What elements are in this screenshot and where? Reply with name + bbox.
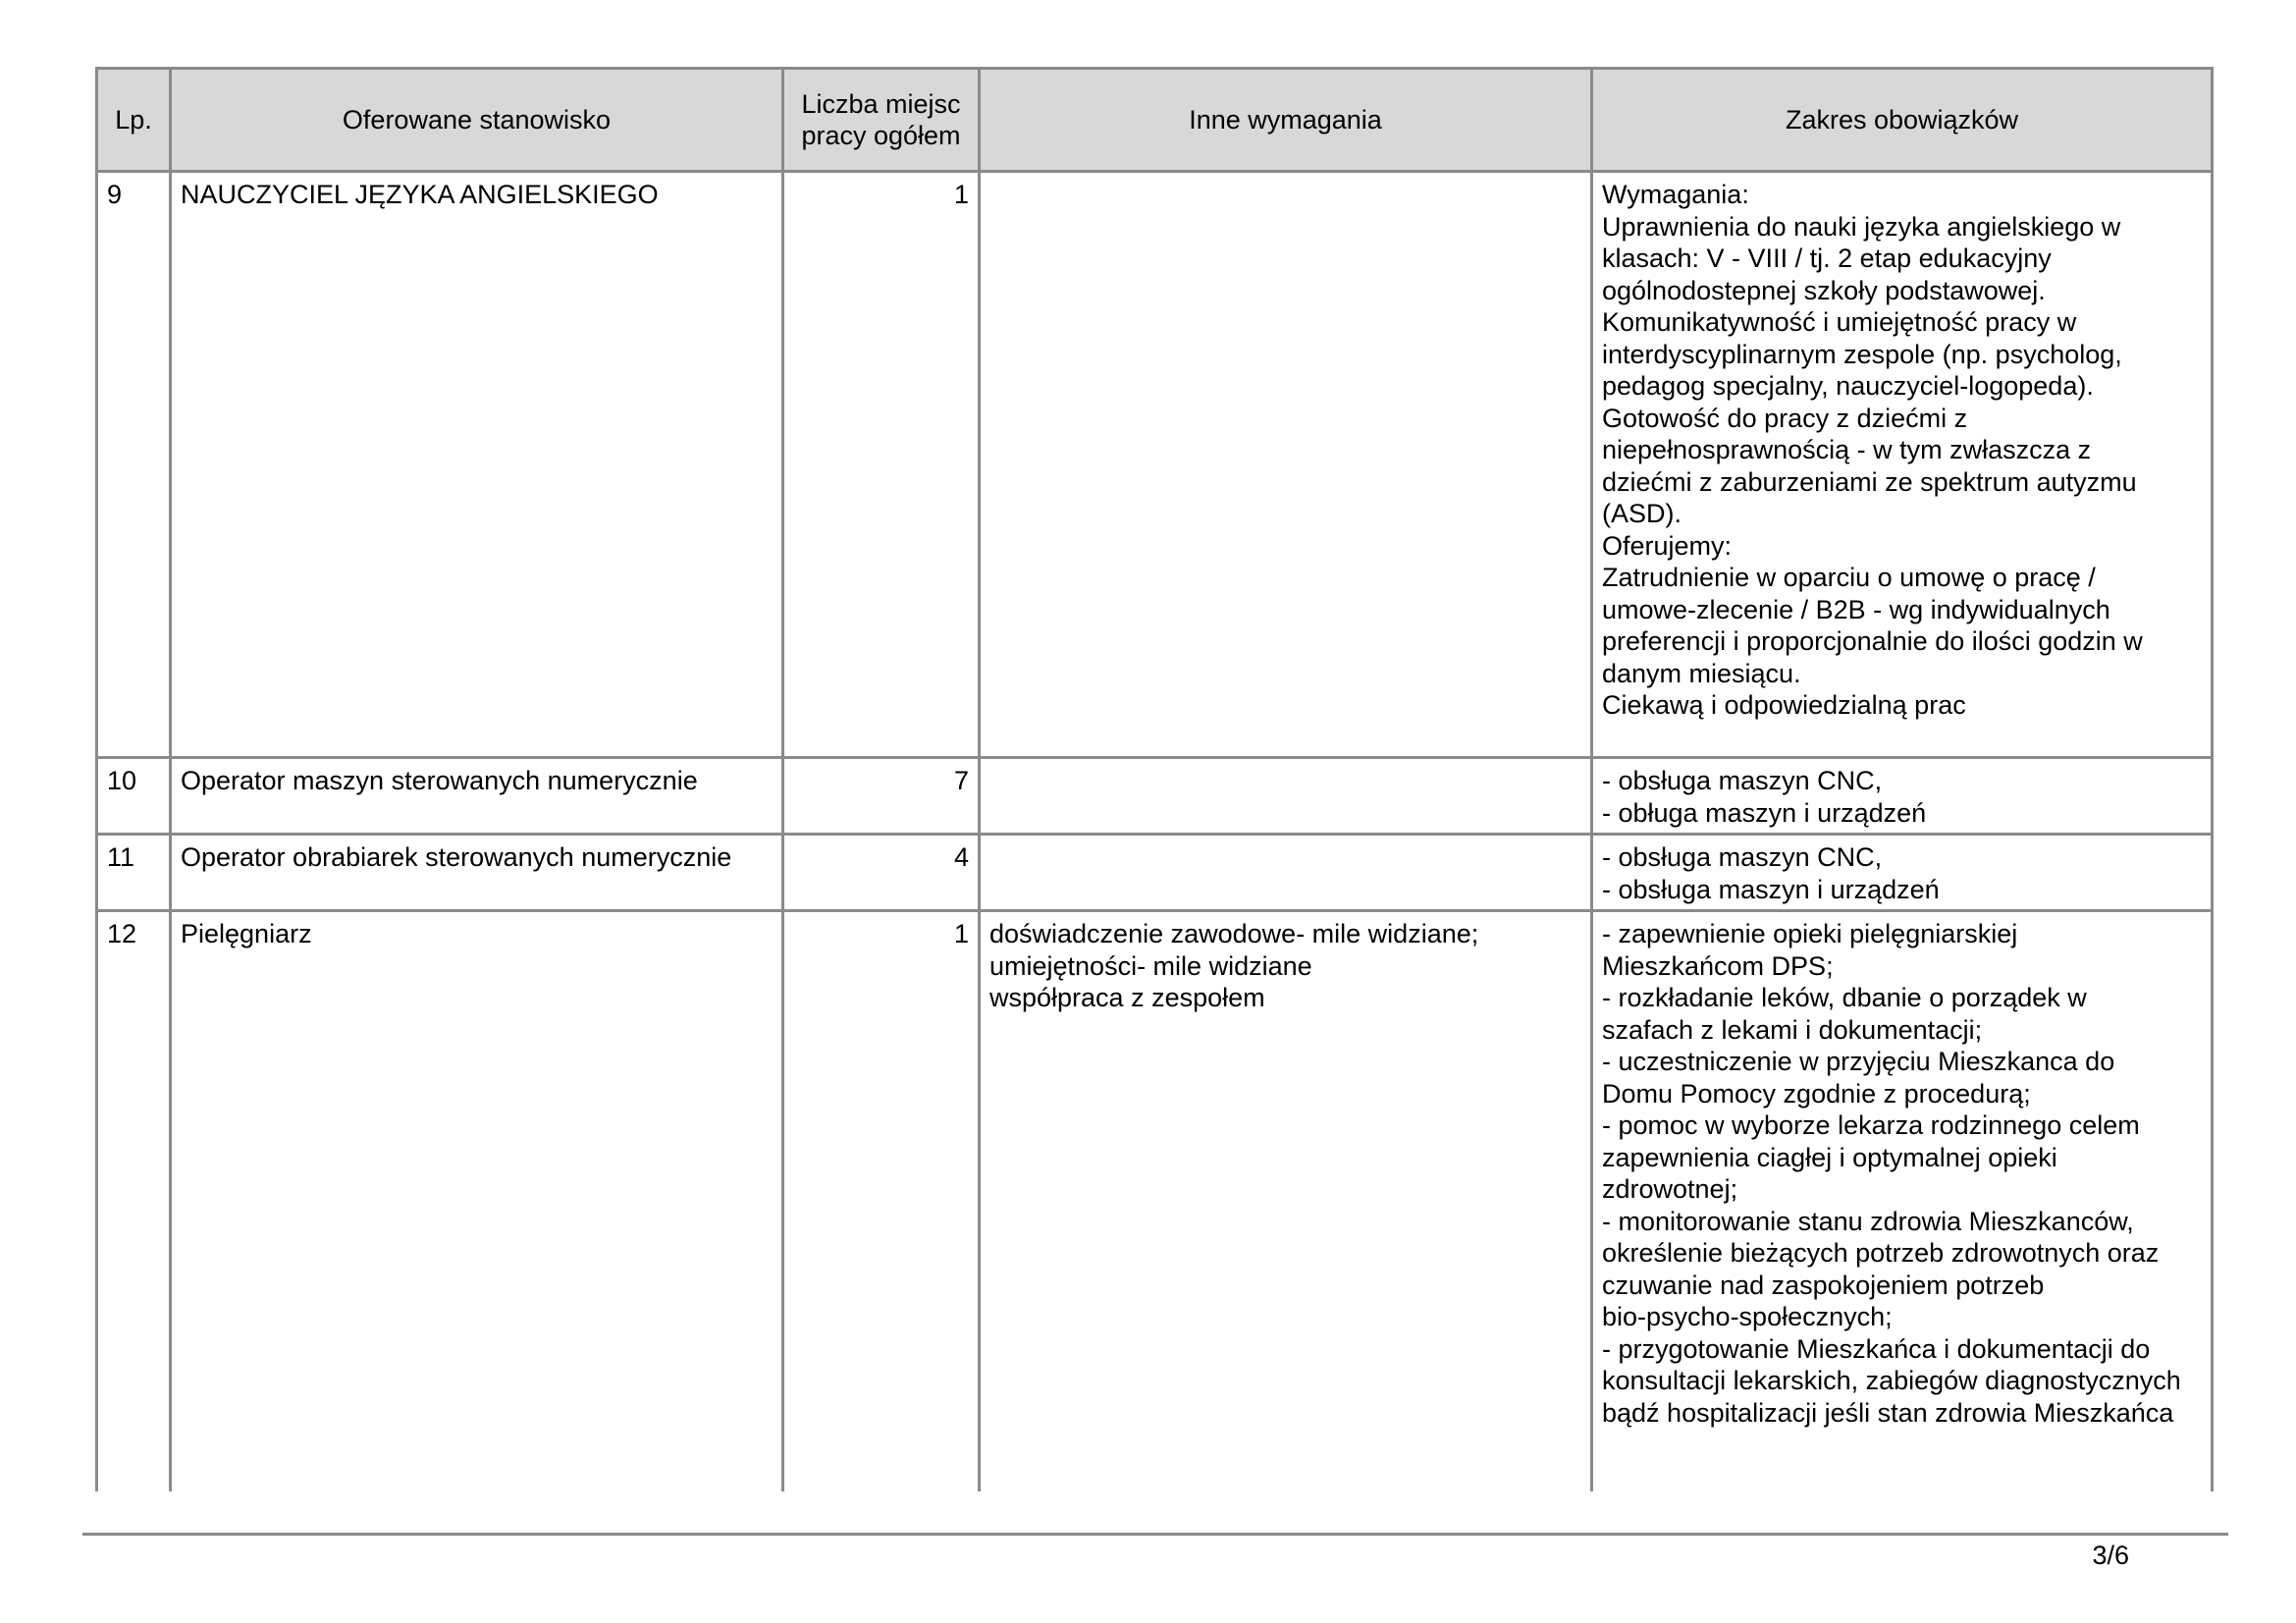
cell-count: 1 bbox=[783, 911, 980, 1492]
cell-lp: 11 bbox=[97, 835, 171, 911]
page-number: 3/6 bbox=[2092, 1541, 2129, 1570]
cell-duties: - obsługa maszyn CNC, - obsługa maszyn i urządzeń bbox=[1592, 835, 2213, 911]
header-lp: Lp. bbox=[97, 69, 171, 172]
cell-count: 1 bbox=[783, 172, 980, 758]
table-row bbox=[97, 172, 2213, 758]
table-header-row bbox=[97, 69, 2213, 172]
cell-other-requirements: doświadczenie zawodowe- mile widziane; umiejętności- mile widziane współpraca z zespołem bbox=[980, 911, 1592, 1492]
cell-duties: - zapewnienie opieki pielęgniarskiej Mieszkańcom DPS; - rozkładanie leków, dbanie o porządek w szafach z lekami i dokumentacji; - uczestniczenie w przyjęciu Mieszkanca do Domu Pomocy zgodnie z procedurą; - pomoc w wyborze lekarza rodzinnego celem zapewnienia ciagłej i optymalnej opieki zdrowotnej; - monitorowanie stanu zdrowia Mieszkanców, określenie bieżących potrzeb zdrowotnych oraz czuwanie nad zaspokojeniem potrzeb bio-psycho-społecznych; - przygotowanie Mieszkańca i dokumentacji do konsultacji lekarskich, zabiegów diagnostycznych bądź hospitalizacji jeśli stan zdrowia Mieszkańca bbox=[1592, 911, 2213, 1492]
header-other-requirements: Inne wymagania bbox=[980, 69, 1592, 172]
header-duties: Zakres obowiązków bbox=[1592, 69, 2213, 172]
cell-other-requirements bbox=[980, 758, 1592, 835]
footer-divider bbox=[82, 1533, 2228, 1536]
job-offers-table bbox=[95, 67, 2214, 1491]
header-position: Oferowane stanowisko bbox=[171, 69, 783, 172]
cell-lp: 9 bbox=[97, 172, 171, 758]
cell-other-requirements bbox=[980, 172, 1592, 758]
cell-position: Pielęgniarz bbox=[171, 911, 783, 1492]
table-row bbox=[97, 911, 2213, 1492]
cell-position: NAUCZYCIEL JĘZYKA ANGIELSKIEGO bbox=[171, 172, 783, 758]
cell-duties: Wymagania: Uprawnienia do nauki języka angielskiego w klasach: V - VIII / tj. 2 etap edukacyjny ogólnodostepnej szkoły podstawowej. Komunikatywność i umiejętność pracy w interdyscyplinarnym zespole (np. psycholog, pedagog specjalny, nauczyciel-logopeda). Gotowość do pracy z dziećmi z niepełnosprawnością - w tym zwłaszcza z dziećmi z zaburzeniami ze spektrum autyzmu (ASD). Oferujemy: Zatrudnienie w oparciu o umowę o pracę / umowe-zlecenie / B2B - wg indywidualnych preferencji i proporcjonalnie do ilości godzin w danym miesiącu. Ciekawą i odpowiedzialną prac bbox=[1592, 172, 2213, 758]
cell-other-requirements bbox=[980, 835, 1592, 911]
header-count: Liczba miejsc pracy ogółem bbox=[783, 69, 980, 172]
cell-count: 4 bbox=[783, 835, 980, 911]
table-row bbox=[97, 758, 2213, 835]
cell-lp: 12 bbox=[97, 911, 171, 1492]
cell-position: Operator obrabiarek sterowanych numerycznie bbox=[171, 835, 783, 911]
cell-count: 7 bbox=[783, 758, 980, 835]
cell-lp: 10 bbox=[97, 758, 171, 835]
cell-duties: - obsługa maszyn CNC, - obługa maszyn i urządzeń bbox=[1592, 758, 2213, 835]
table-row bbox=[97, 835, 2213, 911]
cell-position: Operator maszyn sterowanych numerycznie bbox=[171, 758, 783, 835]
